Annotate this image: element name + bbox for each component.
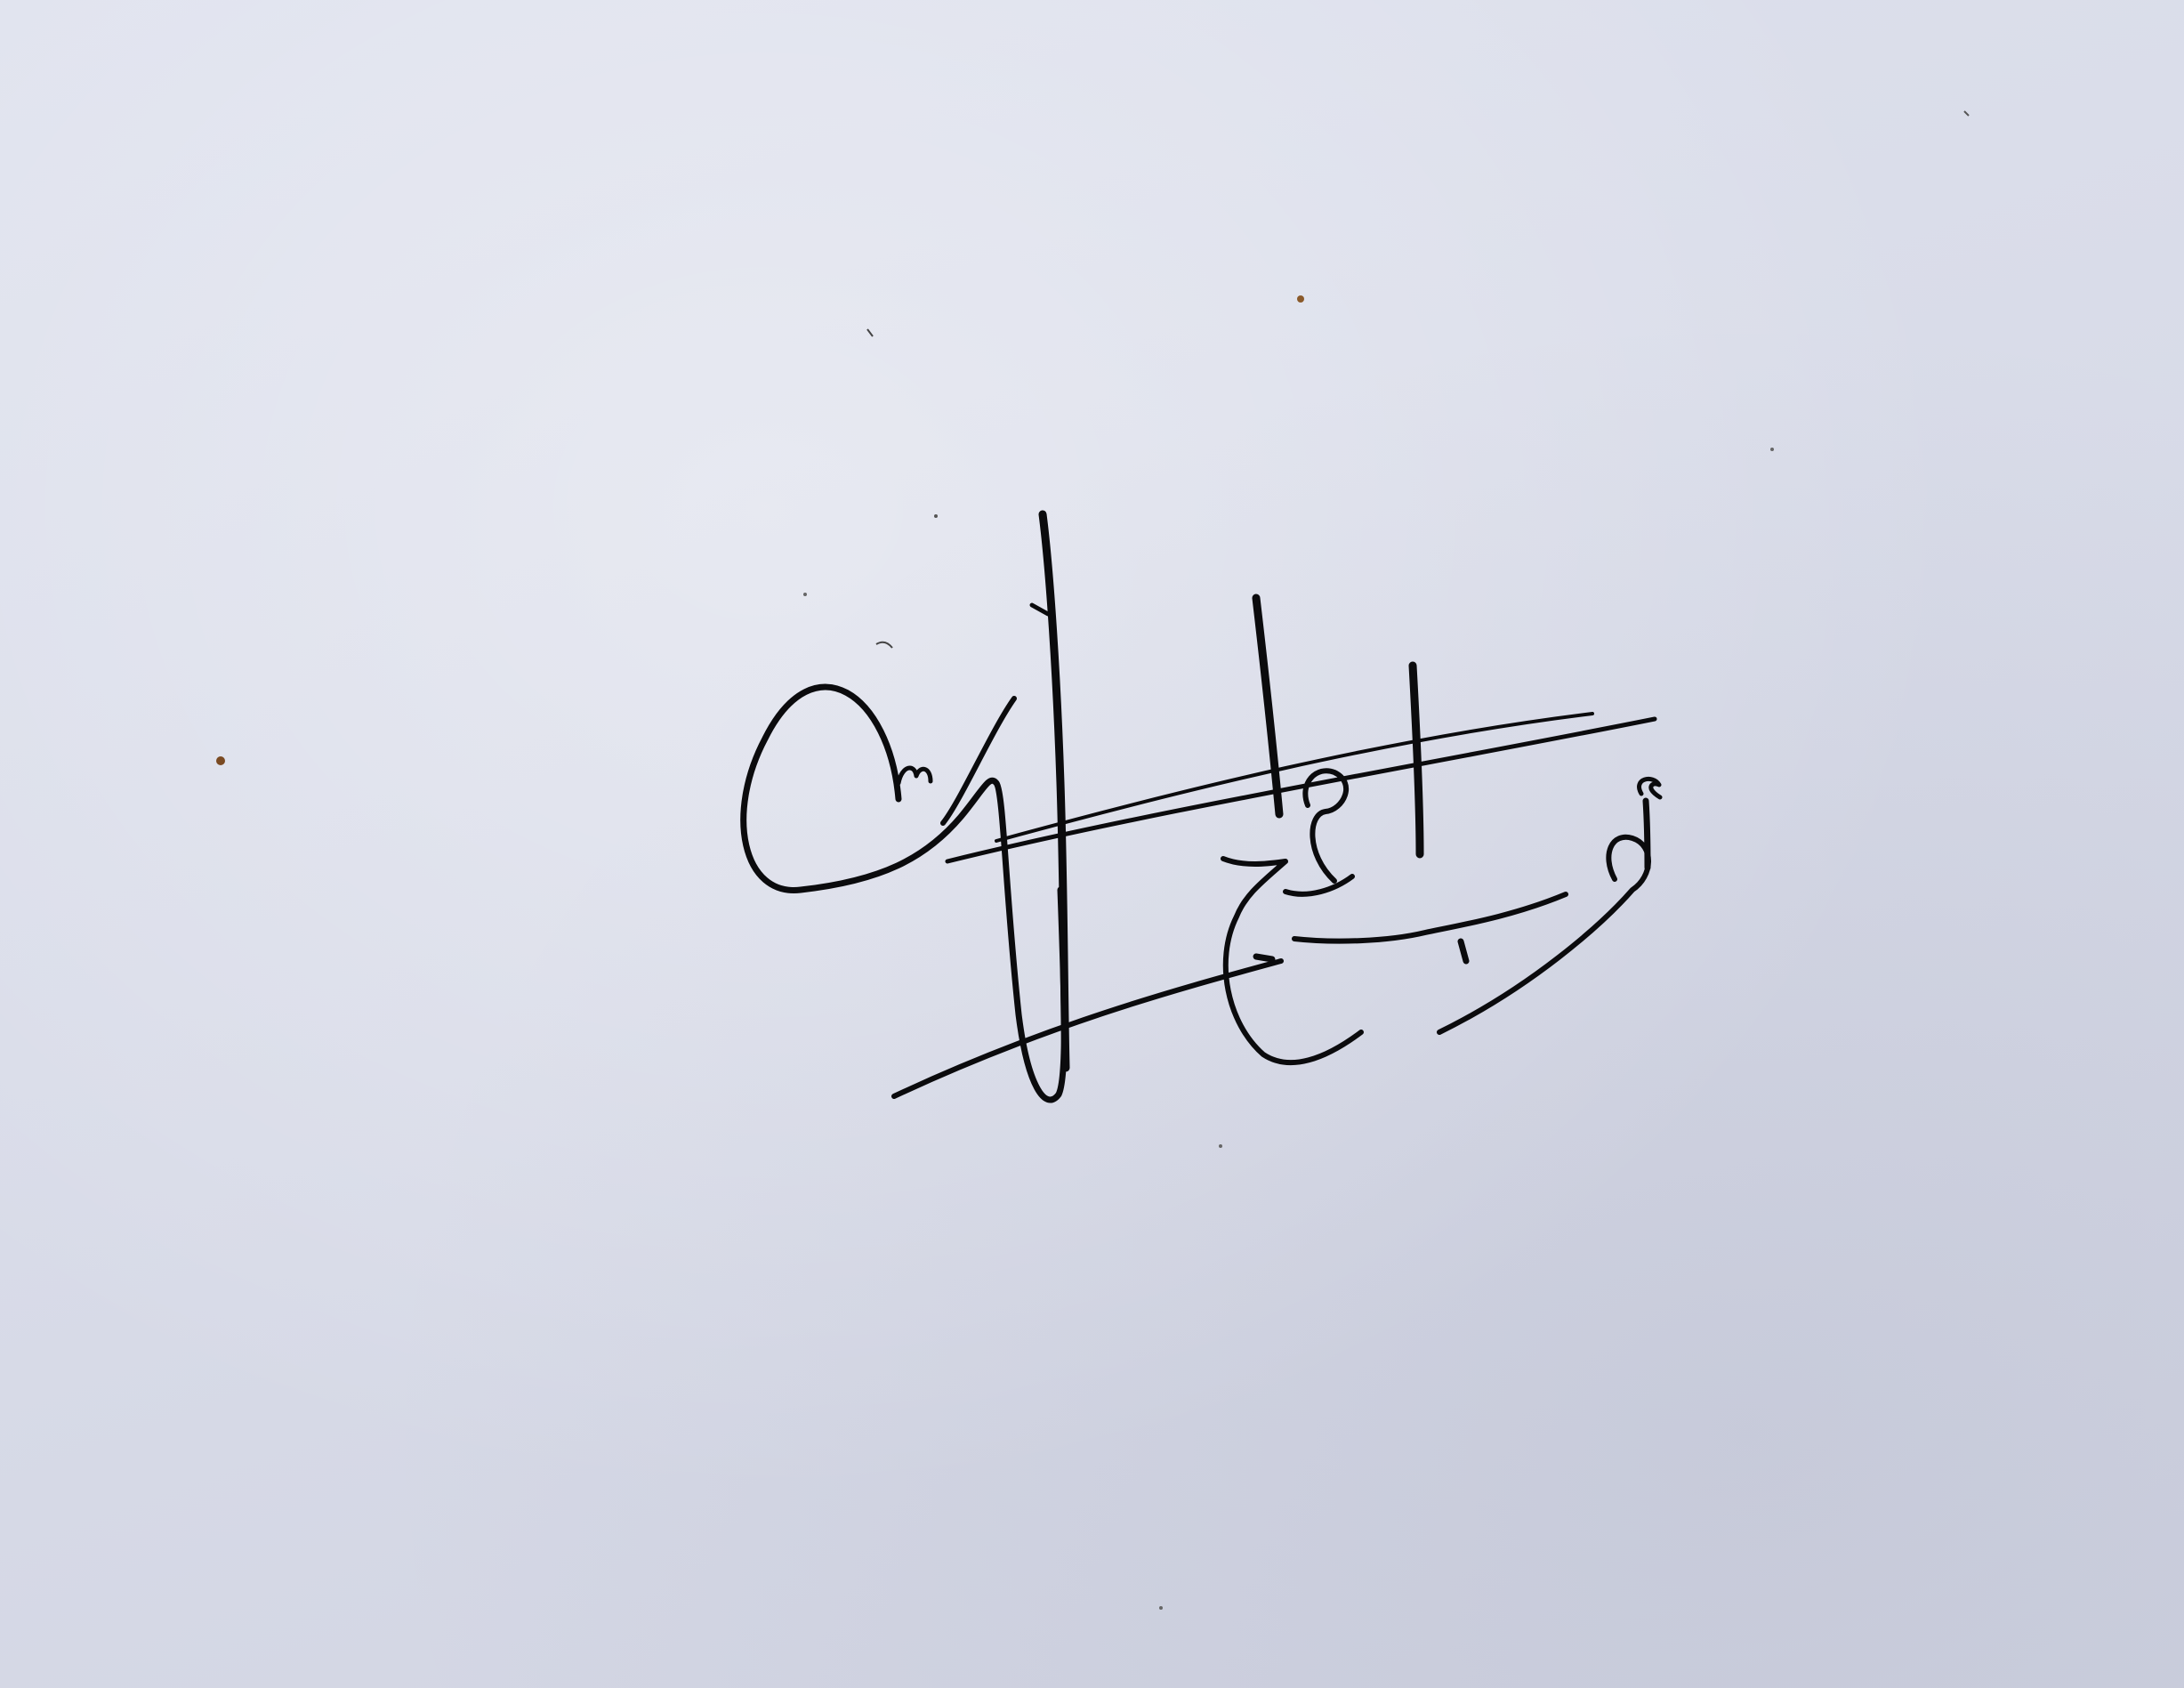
signature-letter-jeem [1223, 859, 1361, 1062]
speck [1159, 1606, 1163, 1610]
signature-tall-stroke [1043, 514, 1066, 1068]
signature-letter-alif-2 [1413, 666, 1420, 854]
signature-top-line [996, 714, 1592, 841]
speck [216, 756, 225, 765]
speck [1219, 1144, 1222, 1148]
speck [934, 514, 938, 518]
signature-letter-baa [1294, 894, 1566, 941]
signature-ink [744, 514, 1660, 1100]
signature-letter-waw [1439, 837, 1648, 1032]
signature-letter-hamza [1640, 779, 1660, 797]
signature-letter-tooth [1285, 876, 1352, 894]
speck [1297, 295, 1304, 303]
signature-letter-alif-1 [1256, 598, 1279, 814]
speck [1964, 111, 1969, 116]
speck [867, 329, 873, 336]
signature-letter-qaf [1305, 771, 1346, 881]
signature-small-hook [899, 768, 931, 783]
signature-lower-line [894, 961, 1281, 1096]
signature-upper-line [947, 719, 1655, 861]
speck [1770, 448, 1774, 451]
signature-letter-dot-1 [1256, 957, 1272, 959]
signature-left-loop [744, 687, 1065, 1100]
signature-tall-stroke-mark [1032, 605, 1048, 614]
speck [803, 593, 807, 596]
signature-letter-dot-2 [1461, 941, 1466, 961]
speck [876, 642, 892, 648]
signature-letter-alif-hamza [1646, 801, 1648, 868]
paper-specks [216, 111, 1969, 1610]
